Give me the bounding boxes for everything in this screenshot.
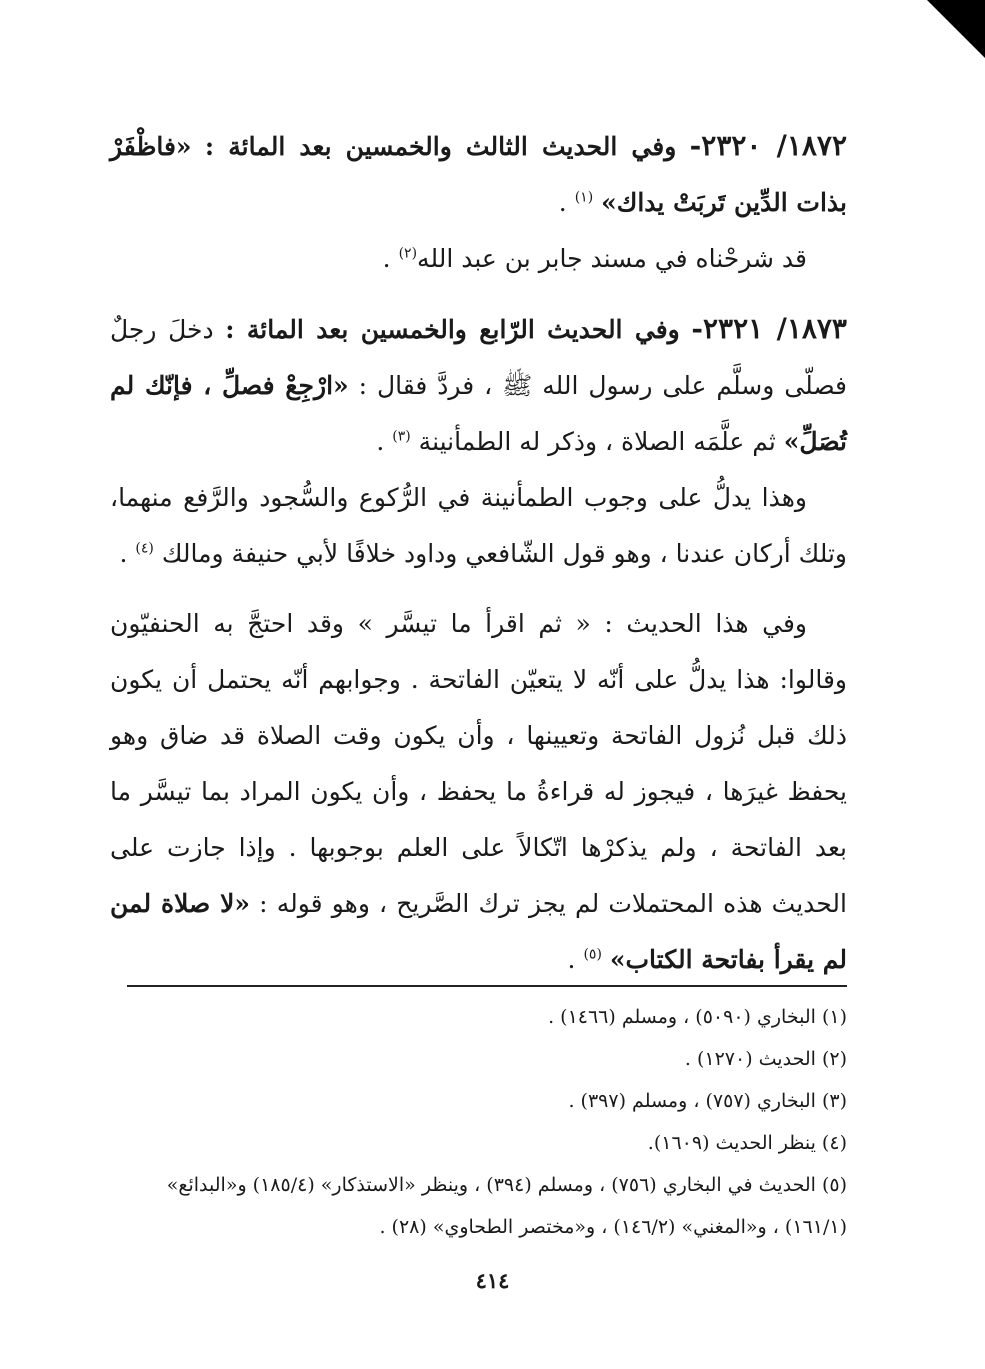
- sentence-end: .: [376, 427, 385, 456]
- footnote-ref: (٣): [392, 428, 411, 445]
- footnote-separator: [127, 985, 847, 987]
- footnote-ref: (٤): [135, 540, 154, 557]
- hadith-1873-entry: [110, 118, 847, 231]
- hadith-text: ثم علَّمَه الصلاة ، وذكر له الطمأنينة: [418, 427, 776, 456]
- sentence-end: .: [119, 539, 128, 568]
- sentence-end: .: [567, 945, 576, 974]
- sentence-end: .: [558, 188, 567, 217]
- commentary: [110, 231, 847, 287]
- hadith-quote: «ارْجِعْ فصلِّ ، فإنّك لم تُصَلِّ»: [110, 371, 847, 456]
- hadith-number: ١٨٧٣/ ٢٣٢١-: [691, 312, 847, 345]
- hadith-quote: «فاظْفَرْ بذات الدِّين تَربَتْ يداك»: [110, 132, 847, 217]
- hadith-number: ١٨٧٢/ ٢٣٢٠-: [689, 129, 847, 162]
- hadith-1873-entry-2: [110, 301, 847, 470]
- paragraph-text: وفي هذا الحديث : « ثم اقرأ ما تيسَّر » وقد احتجَّ به الحنفيّون وقالوا: هذا يدلُّ على أنّه لا يتعيّن الفاتحة . وجوابهم أنّه يحتمل أن يكون ذلك قبل نُزول الفاتحة وتعيينها ، وأن يكون وقت الصلاة قد ضاق وهو يحفظ غيرَها ، فيجوز له قراءةُ ما يحفظ ، وأن يكون المراد بما تيسَّر ما بعد الفاتحة ، ولم يذكرْها اتّكالاً على العلم بوجوبها . وإذا جازت على الحديث هذه المحتملات لم يجز ترك الصَّريح ، وهو قوله :: [110, 609, 847, 918]
- main-text: [110, 118, 847, 988]
- commentary-text: قد شرحْناه في مسند جابر بن عبد الله: [417, 244, 807, 273]
- footnote-ref: (١): [574, 189, 594, 206]
- footnotes: [110, 996, 847, 1248]
- paragraph-tumaninah: [110, 470, 847, 582]
- hadith-heading: وفي الحديث الرّابع والخمسين بعد المائة :: [225, 315, 680, 344]
- page-corner-mark: [927, 0, 985, 58]
- hadith-heading: وفي الحديث الثالث والخمسين بعد المائة :: [204, 132, 677, 161]
- sentence-end: .: [382, 244, 391, 273]
- footnote-ref: (٥): [583, 946, 602, 963]
- hadith-quote: «لا صلاة لمن لم يقرأ بفاتحة الكتاب»: [110, 889, 847, 974]
- footnote-1: (١) البخاري (٥٠٩٠) ، ومسلم (١٤٦٦) .: [548, 1006, 847, 1028]
- page-number: ٤١٤: [475, 1268, 510, 1293]
- footnote-2: (٢) الحديث (١٢٧٠) .: [684, 1048, 847, 1070]
- paragraph-fatiha: [110, 596, 847, 988]
- footnote-ref: (٢): [398, 245, 418, 262]
- footnote-4: (٤) ينظر الحديث (١٦٠٩).: [647, 1132, 847, 1154]
- paragraph-text: وهذا يدلُّ على وجوب الطمأنينة في الرُّكوع والسُّجود والرَّفع منهما، وتلك أركان عندنا ، وهو قول الشّافعي وداود خلافًا لأبي حنيفة ومالك: [110, 483, 847, 568]
- footnote-5: (٥) الحديث في البخاري (٧٥٦) ، ومسلم (٣٩٤) ، وينظر «الاستذكار» (١٨٥/٤) و«البدائع» (١٦١/١) ، و«المغني» (١٤٦/٢) ، و«مختصر الطحاوي» (٢٨) .: [166, 1174, 847, 1238]
- footnote-3: (٣) البخاري (٧٥٧) ، ومسلم (٣٩٧) .: [568, 1090, 847, 1112]
- hadith-text: دخلَ رجلٌ فصلّى وسلَّم على رسول الله ﷺ ، فردَّ فقال :: [110, 315, 847, 400]
